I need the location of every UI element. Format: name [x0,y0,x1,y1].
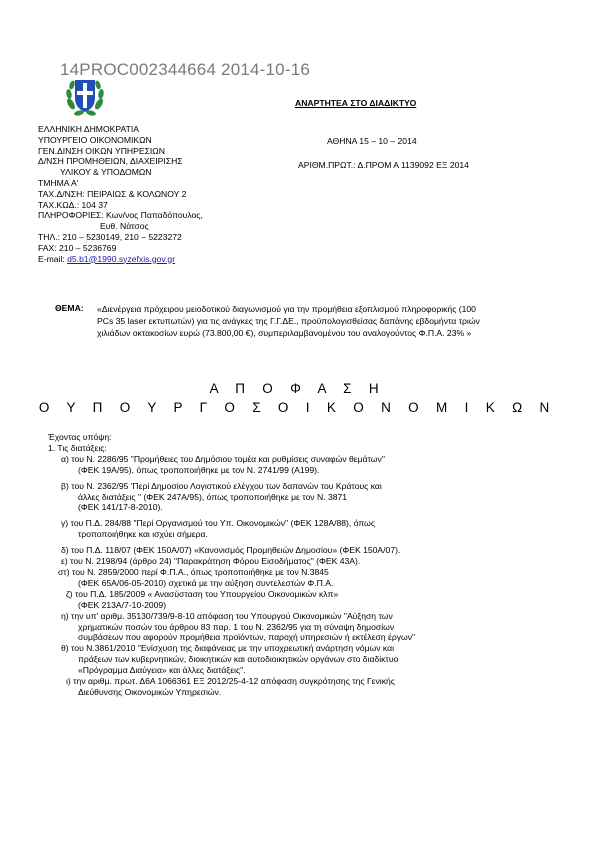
decision-subtitle: Ο Υ Π Ο Υ Ρ Γ Ο Σ Ο Ι Κ Ο Ν Ο Μ Ι Κ Ω Ν [38,400,557,415]
document-watermark: 14PROC002344664 2014-10-16 [60,60,310,79]
clause-h-cont2: συμβάσεων που αφορούν προμήθεια προϊόντων, παροχή υπηρεσιών ή εκτέλεση έργων" [78,632,416,643]
clause-b: β) του Ν. 2362/95 'Περί Δημοσίου Λογιστικού ελέγχου των δαπανών του Κράτους και [61,480,382,491]
clause-st-cont: (ΦΕΚ 65Α/06-05-2010) σχετικά με την αύξηση συντελεστών Φ.Π.Α. [78,577,334,588]
subject-text: «Διενέργεια πρόχειρου μειοδοτικού διαγωνισμού για την προμήθεια εξοπλισμού πληροφορικής (100 PCs 35 laser εκτυπωτών) για τις ανάγκες της Γ.Γ.ΔΕ., προϋπολογισθείσας δαπάνης εβδομήντα τριών χιλιάδων οκτακοσίων ευρώ (73.800,00 €), συμπεριλαμβανομένου του αναλογούντος Φ.Π.Α. 23% » [97,304,480,338]
clause-a: α) του Ν. 2286/95 "Προμήθειες του Δημόσιου τομέα και ρυθμίσεις συναφών θεμάτων" [61,453,385,464]
clause-z: ζ) του Π.Δ. 185/2009 « Ανασύσταση του Υπουργείου Οικονομικών κλπ» [66,588,339,599]
contact-line: ΠΛΗΡΟΦΟΡΙΕΣ: Κων/νος Παπαδόπουλος, [38,210,203,221]
intro-text: Έχοντας υπόψη: [48,432,112,442]
clause-i-cont: Διεύθυνσης Οικονομικών Υπηρεσιών. [78,686,222,697]
posting-notice: ΑΝΑΡΤΗΤΕΑ ΣΤΟ ΔΙΑΔΙΚΤΥΟ [295,98,417,108]
email-label: E-mail: [38,253,68,264]
sender-block [38,124,203,264]
clause-a-cont: (ΦΕΚ 19Α/95), όπως τροποποιήθηκε με τον Ν. 2741/99 (Α199). [78,464,320,475]
phone-line: ΤΗΛ.: 210 – 5230149, 210 – 5223272 [38,231,182,242]
clause-st: στ) του Ν. 2859/2000 περί Φ.Π.Α., όπως τροποποιήθηκε με τον Ν.3845 [58,566,329,577]
protocol-number: ΑΡΙΘΜ.ΠΡΩΤ.: Δ.ΠΡΟΜ Α 1139092 ΕΞ 2014 [298,160,469,170]
fax-line: FAX: 210 – 5236769 [38,242,117,253]
contact-line-cont: Ευθ. Νάτσος [100,221,149,232]
document-date: ΑΘΗΝΑ 15 – 10 – 2014 [327,136,417,146]
clause-c-cont: τροποποιήθηκε και ισχύει σήμερα. [78,529,208,540]
clause-th: θ) του Ν.3861/2010 "Ενίσχυση της διαφάνειας με την υποχρεωτική ανάρτηση νόμων και [61,643,394,654]
clause-b-cont2: (ΦΕΚ 141/17-8-2010). [78,502,163,513]
postcode-line: ΤΑΧ.ΚΩΔ.: 104 37 [38,199,108,210]
general-directorate-line: ΓΕΝ.ΔΙΝΣΗ ΟΙΚΩΝ ΥΠΗΡΕΣΙΩΝ [38,145,165,156]
clause-th-cont2: «Πρόγραμμα Διαύγεια» και άλλες διατάξεις". [78,665,246,676]
clause-d: δ) του Π.Δ. 118/07 (ΦΕΚ 150Α/07) «Κανονισμός Προμηθειών Δημοσίου» (ΦΕΚ 150Α/07). [61,545,401,556]
department-line: ΤΜΗΜΑ Α' [38,177,79,188]
clause-c: γ) του Π.Δ. 284/88 "Περί Οργανισμού του Υπ. Οικονομικών" (ΦΕΚ 128Α/88), όπως [61,518,376,529]
greek-coat-of-arms-icon [64,74,106,118]
clause-z-cont: (ΦΕΚ 213Α/7-10-2009) [78,599,167,610]
document-body [48,432,568,698]
clause-e: ε) του Ν. 2198/94 (άρθρο 24) "Παρακράτηση Φόρου Εισοδήματος" (ΦΕΚ 43Α). [61,556,361,567]
directorate-line-cont: ΥΛΙΚΟΥ & ΥΠΟΔΟΜΩΝ [60,167,152,178]
ministry-line: ΥΠΟΥΡΓΕΙΟ ΟΙΚΟΝΟΜΙΚΩΝ [38,134,152,145]
subject-label: ΘΕΜΑ: [55,303,84,313]
clause-th-cont: πράξεων των κυβερνητικών, διοικητικών και αυτοδιοικητικών οργάνων στο διαδίκτυο [78,654,399,665]
directorate-line: Δ/ΝΣΗ ΠΡΟΜΗΘΕΙΩΝ, ΔΙΑΧΕΙΡΙΣΗΣ [38,156,183,167]
country-line: ΕΛΛΗΝΙΚΗ ΔΗΜΟΚΡΑΤΙΑ [38,124,139,134]
address-line: ΤΑΧ.Δ/ΝΣΗ: ΠΕΙΡΑΙΩΣ & ΚΟΛΩΝΟΥ 2 [38,188,187,199]
clause-i: ι) την αριθμ. πρωτ. Δ6Α 1066361 ΕΞ 2012/25-4-12 απόφαση συγκρότησης της Γενικής [66,676,395,687]
decision-title: Α Π Ο Φ Α Σ Η [209,381,386,396]
clause-b-cont: άλλες διατάξεις " (ΦΕΚ 247Α/95), όπως τροποποιήθηκε με τον Ν. 3871 [78,491,348,502]
email-link[interactable]: d5.b1@1990.syzefxis.gov.gr [67,253,176,264]
clause-h-cont: χρηματικών ποσών του άρθρου 83 παρ. 1 του Ν. 2362/95 για τη σύναψη δημοσίων [78,621,395,632]
clause-1: 1. Τις διατάξεις: [48,442,107,453]
email-line [38,254,203,265]
clause-h: η) την υπ' αριθμ. 35130/739/9-8-10 απόφαση του Υπουργού Οικονομικών "Αύξηση των [61,610,393,621]
